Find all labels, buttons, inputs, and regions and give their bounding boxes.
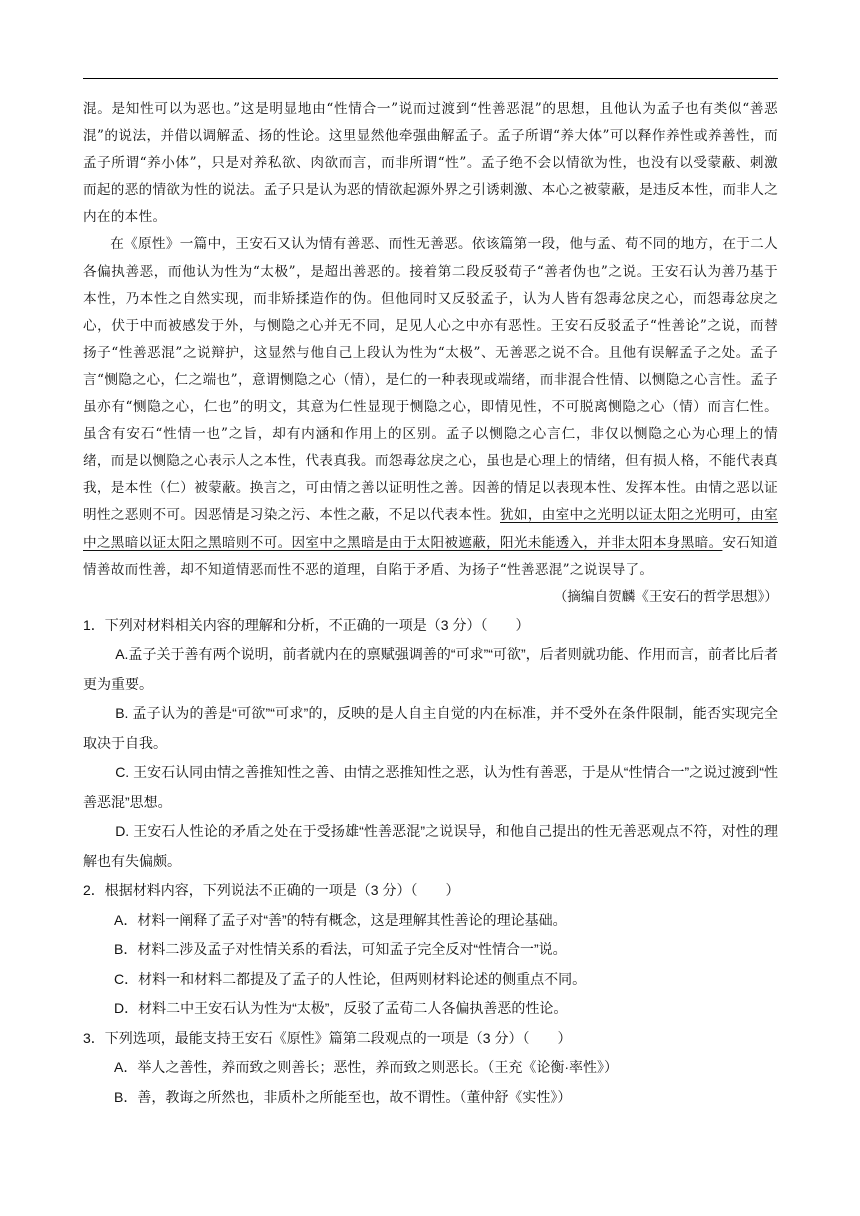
question-2-stem: 2．根据材料内容，下列说法不正确的一项是（3 分）（ ） bbox=[83, 882, 460, 899]
question-3-option-a: A．举人之善性，养而致之则善长；恶性，养而致之则恶长。（王充《论衡·率性》） bbox=[114, 1059, 618, 1076]
header-rule bbox=[83, 78, 778, 79]
question-1-stem: 1．下列对材料相关内容的理解和分析，不正确的一项是（3 分）（ ） bbox=[83, 616, 530, 633]
underlined-sentence: 犹如，由室中之光明以证太阳之光明可，由室中之黑暗以证太阳之黑暗则不可。因室中之黑暗是由于太阳被遮蔽，阳光未能透入，并非太阳本身黑暗。 bbox=[83, 507, 779, 551]
question-1-option-b: B. 孟子认为的善是“可欲”“可求”的，反映的是人自主自觉的内在标准，并不受外在条件限制，能否实现完全取决于自我。 bbox=[83, 705, 778, 751]
question-2-option-d: D．材料二中王安石认为性为“太极”，反驳了孟荀二人各偏执善恶的性论。 bbox=[114, 1000, 568, 1017]
passage-paragraph-2-ending: 安石知道情善故而性善，却不知道情恶而性不恶的道理，自陷于矛盾、为扬子“性善恶混”之说误导了。 bbox=[83, 534, 779, 578]
question-1-option-d: D. 王安石人性论的矛盾之处在于受扬雄“性善恶混”之说误导，和他自己提出的性无善恶观点不符，对性的理解也有失偏颇。 bbox=[83, 823, 778, 869]
source-citation: （摘编自贺麟《王安石的哲学思想》） bbox=[553, 588, 778, 605]
question-3-option-b: B．善，教诲之所然也，非质朴之所能至也，故不谓性。（董仲舒《实性》） bbox=[114, 1088, 572, 1105]
question-3-stem: 3．下列选项，最能支持王安石《原性》篇第二段观点的一项是（3 分）（ ） bbox=[83, 1029, 572, 1046]
page-content bbox=[83, 96, 778, 1112]
question-1-option-c: C. 王安石认同由情之善推知性之善、由情之恶推知性之恶，认为性有善恶，于是从“性情合一”之说过渡到“性善恶混”思想。 bbox=[83, 764, 778, 810]
question-2-option-b: B．材料二涉及孟子对性情关系的看法，可知孟子完全反对“性情合一”说。 bbox=[114, 941, 567, 958]
passage-paragraph-1: 混。是知性可以为恶也。”这是明显地由“性情合一”说而过渡到“性善恶混”的思想，且他认为孟子也有类似“善恶混”的说法，并借以调解孟、扬的性论。这里显然他牵强曲解孟子。孟子所谓“养大体”可以释作养性或养善性，而孟子所谓“养小体”，只是对养私欲、肉欲而言，而非所谓“性”。孟子绝不会以情欲为性，也没有以受蒙蔽、刺激而起的恶的情欲为性的说法。孟子只是认为恶的情欲起源外界之引诱刺激、本心之被蒙蔽，是违反本性，而非人之内在的本性。 bbox=[83, 101, 778, 226]
passage-paragraph-2-text: 在《原性》一篇中，王安石又认为情有善恶、而性无善恶。依该篇第一段，他与孟、荀不同的地方，在于二人各偏执善恶，而他认为性为“太极”，是超出善恶的。接着第二段反驳荀子“善者伪也”之说。王安石认为善乃基于本性，乃本性之自然实现，而非矫揉造作的伪。但他同时又反驳孟子，认为人皆有怨毒忿戾之心，而怨毒忿戾之心，伏于中而被感发于外，与恻隐之心并无不同，足见人心之中亦有恶性。王安石反驳孟子“性善论”之说，而替扬子“性善恶混”之说辩护，这显然与他自己上段认为性为“太极”、无善恶之说不合。且他有误解孟子之处。孟子言“恻隐之心，仁之端也”，意谓恻隐之心（情），是仁的一种表现或端绪，而非混合性情、以恻隐之心言性。孟子虽亦有“恻隐之心，仁也”的明文，其意为仁性显现于恻隐之心，即情见性，不可脱离恻隐之心（情）而言仁性。虽含有安石“性情一也”之旨，却有内涵和作用上的区别。孟子以恻隐之心言仁，非仅以恻隐之心为心理上的情绪，而是以恻隐之心表示人之本性，代表真我。而怨毒忿戾之心，虽也是心理上的情绪，但有损人格，不能代表真我，是本性（仁）被蒙蔽。换言之，可由情之善以证明性之善。因善的情足以表现本性、发挥本性。由情之恶以证明性之恶则不可。因恶情是习染之污、本性之蔽，不足以代表本性。 bbox=[83, 236, 778, 524]
question-1-option-a: A.孟子关于善有两个说明，前者就内在的禀赋强调善的“可求”“可欲”，后者则就功能、作用而言，前者比后者更为重要。 bbox=[83, 646, 778, 692]
question-2-option-a: A．材料一阐释了孟子对“善”的特有概念，这是理解其性善论的理论基础。 bbox=[114, 911, 567, 928]
question-2-option-c: C．材料一和材料二都提及了孟子的人性论，但两则材料论述的侧重点不同。 bbox=[114, 970, 587, 987]
passage-paragraph-2 bbox=[83, 231, 778, 583]
